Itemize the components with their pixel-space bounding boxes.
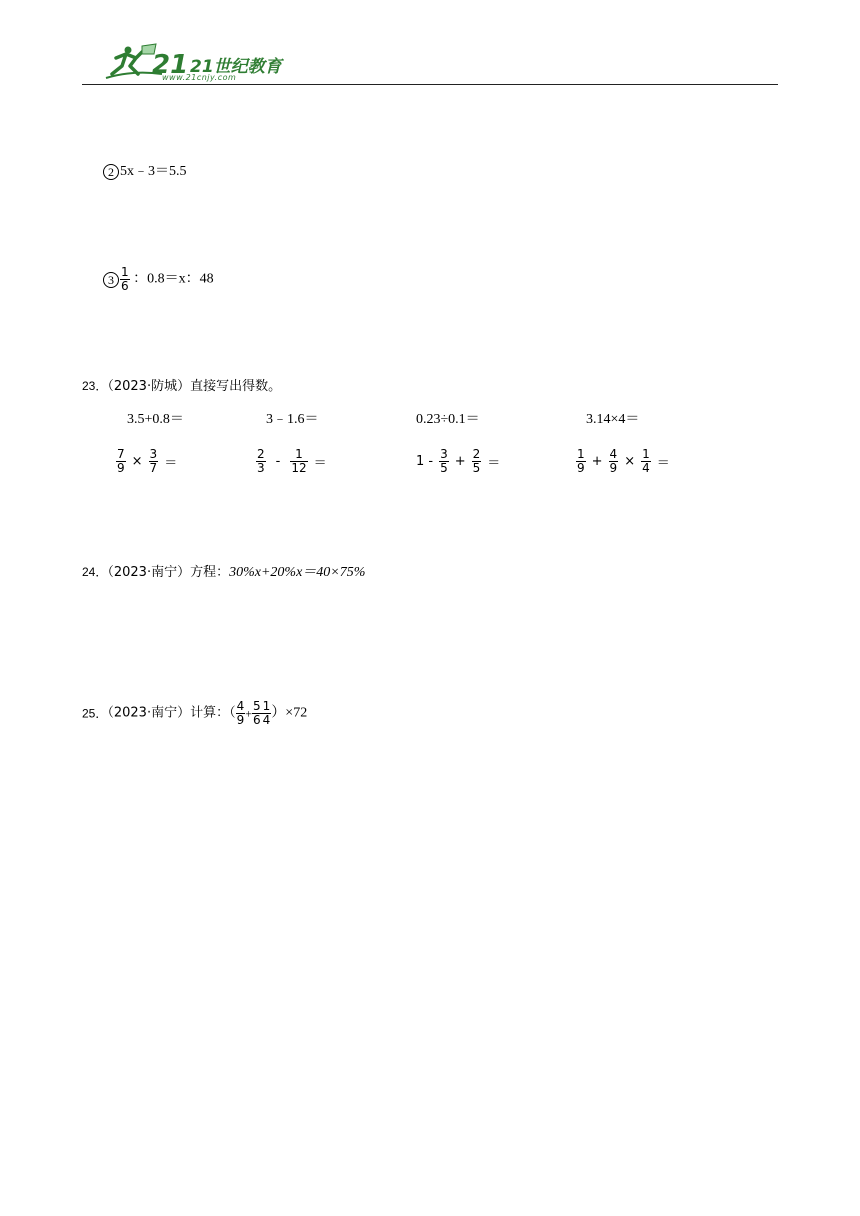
logo-title: 21世纪教育: [190, 57, 282, 77]
question-number: 24．: [82, 565, 108, 579]
calc-item: 3.14×4＝: [586, 412, 640, 427]
header-rule: [82, 84, 778, 85]
calc-fraction-item-2: $\frac{2}{3}$ - $\frac{1}{12}$ ＝: [257, 447, 327, 475]
question-number: 23．: [82, 379, 108, 393]
question-number: 25．: [82, 706, 108, 721]
question-25: 25．（2023·南宁）计算：（ $\frac{4}{9}$ + $\frac{5}{6}$ $\frac{1}{4}$ ）×72: [82, 699, 308, 727]
logo-url: www.21cnjy.com: [162, 73, 237, 82]
calc-fraction-item-1: $\frac{7}{9}$ × $\frac{3}{7}$ ＝: [117, 447, 178, 475]
page-header: [82, 40, 778, 86]
circled-number-2: 2: [103, 164, 119, 180]
question-prompt: 方程：: [190, 565, 230, 580]
question-source: （2023·南宁）: [107, 565, 191, 580]
calc-item: 3﹣1.6＝: [266, 412, 319, 427]
question-23-heading: [82, 377, 281, 396]
calc-fraction-item-4: $\frac{1}{9}$ + $\frac{4}{9}$ × $\frac{1}{4}$ ＝: [577, 447, 670, 475]
equation-item-3: [103, 266, 214, 293]
fraction: $\frac{1}{4}$: [262, 699, 271, 727]
circled-number-3: 3: [103, 272, 119, 288]
question-24: [82, 563, 365, 582]
calc-item: 3.5+0.8＝: [127, 412, 184, 427]
equation-text: 30%x+20%x＝40×75%: [229, 565, 366, 580]
question-prompt: 计算：: [190, 705, 230, 721]
svg-text:21: 21: [152, 50, 189, 80]
equation-text: 5x﹣3＝5.5: [120, 164, 187, 179]
calc-fraction-item-3: 1 - $\frac{3}{5}$ + $\frac{2}{5}$ ＝: [416, 447, 501, 475]
question-source: （2023·南宁）: [107, 705, 191, 721]
fraction: $\frac{5}{6}$: [253, 699, 261, 727]
fraction: $\frac{4}{9}$: [236, 699, 245, 727]
fraction: $\frac{1}{6}$: [121, 265, 129, 293]
calc-item: 0.23÷0.1＝: [416, 412, 480, 427]
equation-text: ：0.8＝x：48: [133, 271, 214, 287]
equation-item-2: [103, 163, 187, 181]
question-source: （2023·防城）: [107, 379, 191, 394]
question-prompt: 直接写出得数。: [190, 379, 282, 394]
